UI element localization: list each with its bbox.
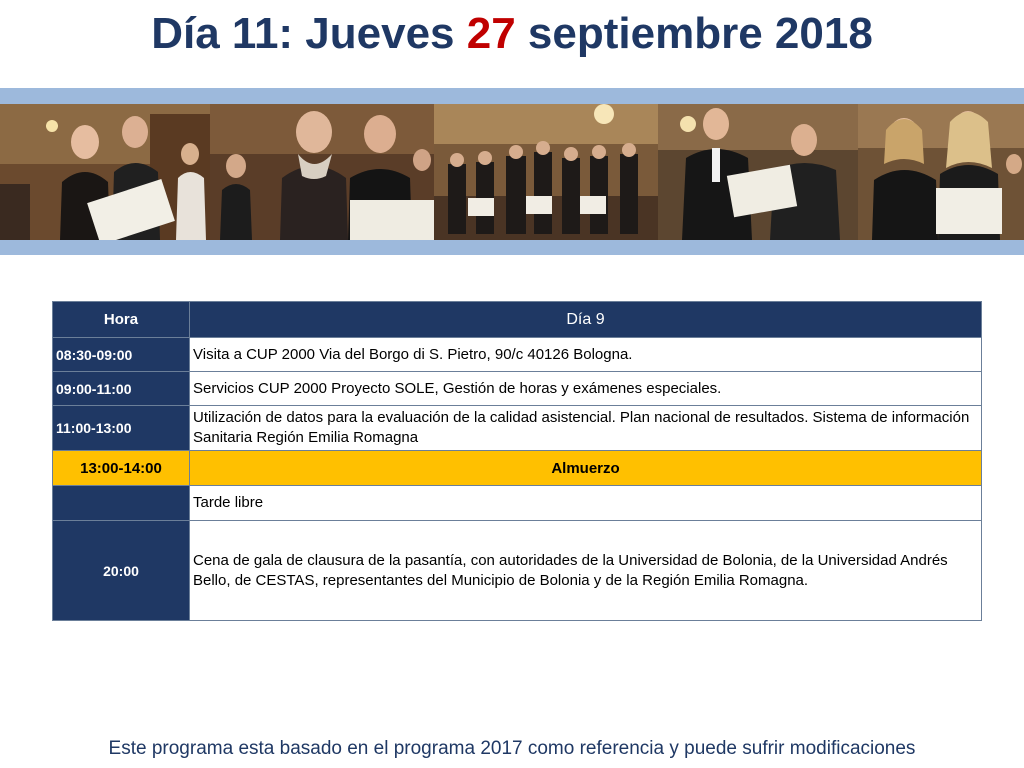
- table-row: [53, 372, 982, 406]
- header-hora: Hora: [53, 302, 190, 338]
- title-prefix: Día 11: Jueves: [151, 9, 467, 58]
- lunch-row: [53, 451, 982, 486]
- activity-cell: Servicios CUP 2000 Proyecto SOLE, Gestión de horas y exámenes especiales.: [190, 372, 982, 406]
- time-cell: [53, 486, 190, 521]
- time-cell: 11:00-13:00: [53, 406, 190, 451]
- schedule-table: [52, 301, 982, 621]
- activity-cell: Utilización de datos para la evaluación de la calidad asistencial. Plan nacional de resultados. Sistema de información Sanitaria Región Emilia Romagna: [190, 406, 982, 451]
- header-day: Día 9: [190, 302, 982, 338]
- table-row: [53, 521, 982, 621]
- table-row: [53, 486, 982, 521]
- activity-cell: Cena de gala de clausura de la pasantía, con autoridades de la Universidad de Bolonia, de la Universidad Andrés Bello, de CESTAS, representantes del Municipio de Bolonia y de la Región Emilia Romagna.: [190, 521, 982, 621]
- activity-cell: Almuerzo: [190, 451, 982, 486]
- time-cell: 09:00-11:00: [53, 372, 190, 406]
- photo-blonde-women-diploma: [858, 104, 1024, 240]
- footer-note: Este programa esta basado en el programa 2017 como referencia y puede sufrir modificaciones: [108, 738, 916, 759]
- activity-cell: Visita a CUP 2000 Via del Borgo di S. Pietro, 90/c 40126 Bologna.: [190, 338, 982, 372]
- photo-men-with-certificate: [658, 104, 858, 240]
- photo-group-with-certificates: [434, 104, 658, 240]
- title-highlight-date: 27: [466, 9, 516, 58]
- time-cell: 20:00: [53, 521, 190, 621]
- time-cell: 13:00-14:00: [53, 451, 190, 486]
- table-row: [53, 338, 982, 372]
- time-cell: 08:30-09:00: [53, 338, 190, 372]
- photo-certificate-two-women: [0, 104, 210, 240]
- slide-title: [0, 8, 1024, 60]
- photo-strip: [0, 104, 1024, 240]
- photo-women-with-diplomas: [210, 104, 434, 240]
- activity-cell: Tarde libre: [190, 486, 982, 521]
- table-row: [53, 406, 982, 451]
- title-suffix: septiembre 2018: [515, 9, 873, 58]
